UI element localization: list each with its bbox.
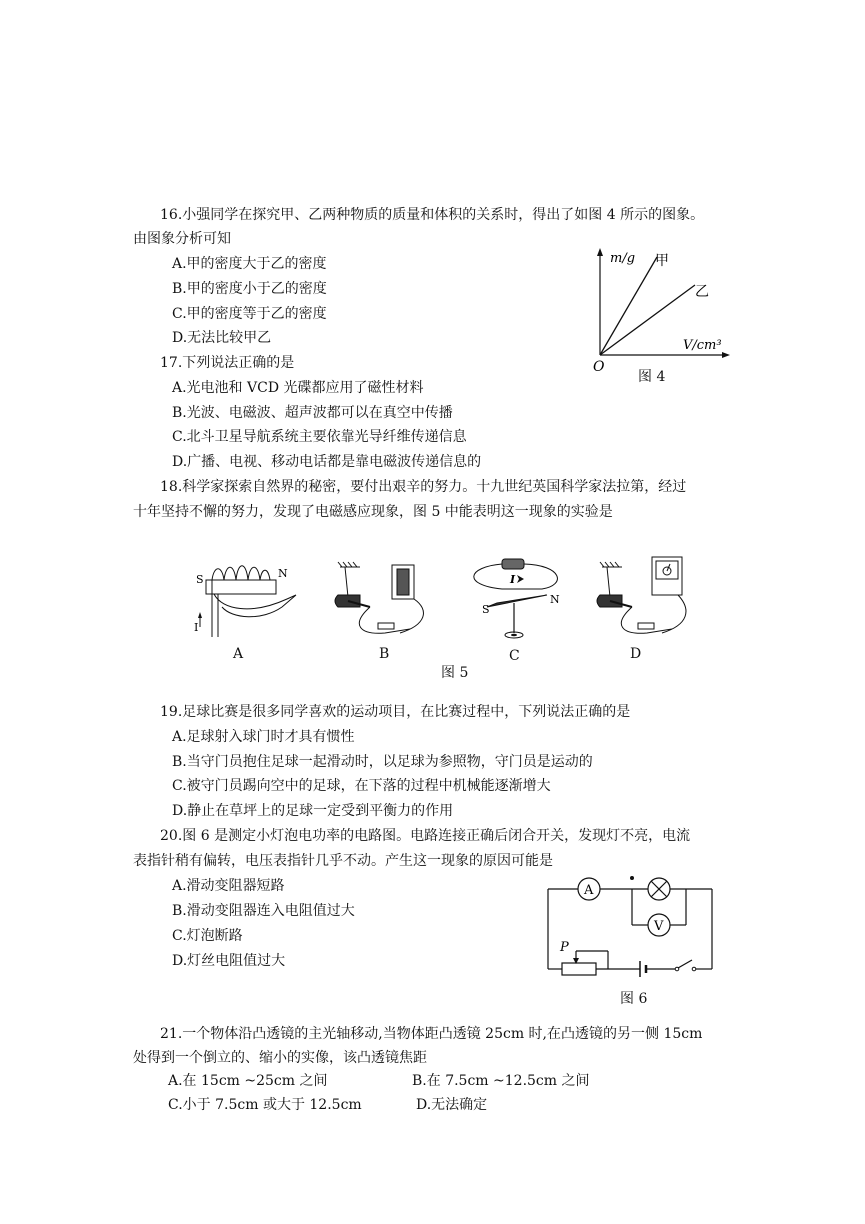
- q16-option-a: A.甲的密度大于乙的密度: [172, 256, 327, 272]
- figure-4-caption: 图 4: [638, 369, 666, 385]
- figure-6-caption: 图 6: [620, 991, 648, 1007]
- q20-stem-line2: 表指针稍有偏转，电压表指针几乎不动。产生这一现象的原因可能是: [133, 853, 553, 869]
- q20-option-c: C.灯泡断路: [172, 928, 243, 944]
- q16-option-b: B.甲的密度小于乙的密度: [172, 281, 327, 297]
- q20-option-b: B.滑动变阻器连入电阻值过大: [172, 903, 355, 919]
- q19-option-c: C.被守门员踢向空中的足球，在下落的过程中机械能逐渐增大: [172, 778, 551, 794]
- figure-5-label-d: D: [630, 646, 642, 662]
- voltmeter-label: V: [654, 919, 664, 934]
- figure-4-graph: [585, 245, 735, 385]
- line-yi: [600, 285, 695, 355]
- q21-stem-line2: 处得到一个倒立的、缩小的实像，该凸透镜焦距: [133, 1050, 427, 1066]
- fig-c-n-label: N: [550, 593, 560, 606]
- slider-p-label: P: [560, 940, 569, 955]
- line-jia-label: 甲: [655, 253, 669, 269]
- figure-5a-solenoid: [192, 555, 304, 645]
- figure-5-label-b: B: [379, 646, 390, 662]
- figure-5d-galvanometer: [592, 555, 704, 645]
- q21-option-a: A.在 15cm ~25cm 之间: [168, 1073, 328, 1089]
- q18-stem-line1: 18.科学家探索自然界的秘密，要付出艰辛的努力。十九世纪英国科学家法拉第，经过: [160, 479, 687, 495]
- fig-a-n-label: N: [278, 567, 288, 580]
- axis-v-label: V/cm³: [683, 338, 722, 353]
- q17-option-c: C.北斗卫星导航系统主要依靠光导纤维传递信息: [172, 429, 467, 445]
- q19-stem: 19.足球比赛是很多同学喜欢的运动项目，在比赛过程中，下列说法正确的是: [160, 704, 631, 720]
- figure-6-circuit: [540, 875, 720, 980]
- q17-option-d: D.广播、电视、移动电话都是靠电磁波传递信息的: [172, 454, 482, 470]
- q21-option-b: B.在 7.5cm ~12.5cm 之间: [412, 1073, 590, 1089]
- q18-stem-line2: 十年坚持不懈的努力，发现了电磁感应现象，图 5 中能表明这一现象的实验是: [133, 504, 613, 520]
- q16-option-c: C.甲的密度等于乙的密度: [172, 306, 327, 322]
- q20-option-a: A.滑动变阻器短路: [172, 878, 285, 894]
- origin-label: O: [593, 359, 605, 375]
- q16-stem-line2: 由图象分析可知: [133, 231, 231, 247]
- q17-option-b: B.光波、电磁波、超声波都可以在真空中传播: [172, 405, 453, 421]
- figure-5b-circuit: [330, 555, 442, 645]
- q17-stem: 17.下列说法正确的是: [160, 355, 295, 371]
- line-jia: [600, 257, 657, 355]
- q20-stem-line1: 20.图 6 是测定小灯泡电功率的电路图。电路连接正确后闭合开关，发现灯不亮，电流: [160, 828, 691, 844]
- q21-option-d: D.无法确定: [416, 1097, 488, 1113]
- q16-stem-line1: 16.小强同学在探究甲、乙两种物质的质量和体积的关系时，得出了如图 4 所示的图象。: [160, 207, 705, 223]
- q21-option-c: C.小于 7.5cm 或大于 12.5cm: [168, 1097, 362, 1113]
- figure-5c-oersted: [462, 555, 570, 645]
- q19-option-b: B.当守门员抱住足球一起滑动时，以足球为参照物，守门员是运动的: [172, 754, 593, 770]
- q20-option-d: D.灯丝电阻值过大: [172, 953, 286, 969]
- q19-option-d: D.静止在草坪上的足球一定受到平衡力的作用: [172, 803, 454, 819]
- figure-5-label-a: A: [233, 646, 244, 662]
- fig-c-i-label: I: [510, 573, 516, 586]
- q21-stem-line1: 21.一个物体沿凸透镜的主光轴移动,当物体距凸透镜 25cm 时,在凸透镜的另一侧 15cm: [160, 1026, 703, 1042]
- fig-c-s-label: S: [482, 603, 490, 616]
- figure-5-label-c: C: [509, 648, 520, 664]
- axis-m-label: m/g: [610, 251, 636, 266]
- ammeter-label: A: [584, 883, 594, 898]
- line-yi-label: 乙: [695, 284, 709, 300]
- q17-option-a: A.光电池和 VCD 光碟都应用了磁性材料: [172, 380, 424, 396]
- fig-a-i-label: I: [194, 621, 199, 634]
- figure-5-caption: 图 5: [441, 665, 469, 681]
- q16-option-d: D.无法比较甲乙: [172, 330, 272, 346]
- fig-a-s-label: S: [196, 573, 204, 586]
- q19-option-a: A.足球射入球门时才具有惯性: [172, 729, 355, 745]
